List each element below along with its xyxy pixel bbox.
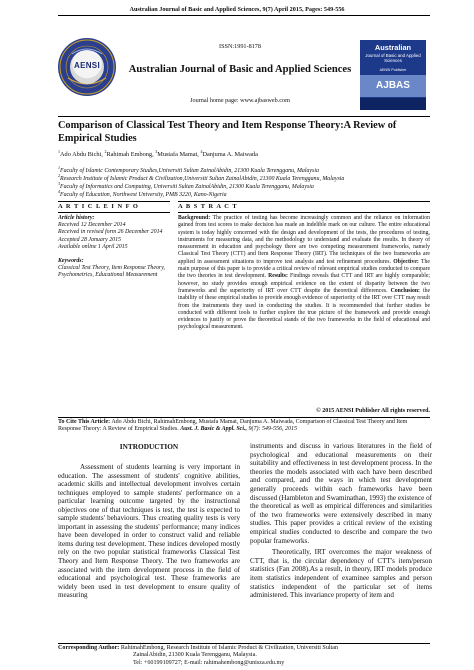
abstract-heading: A B S T R A C T bbox=[178, 203, 238, 210]
corresponding-line: ZainalAbidin, 21300 Kuala Terengganu, Malaysia. bbox=[133, 652, 257, 659]
author-name: Danjuma A. Maiwada bbox=[202, 151, 258, 159]
corresponding-label: Corresponding Author: bbox=[58, 645, 120, 651]
article-title: Comparison of Classical Test Theory and Item Response Theory:A Review of Empirical Studies bbox=[58, 120, 397, 144]
body-left-column bbox=[58, 463, 240, 600]
history-revised: Received in revised form 26 December 2014 bbox=[58, 229, 163, 236]
keywords-label: Keywords: bbox=[58, 258, 84, 265]
body-paragraph: Theoretically, IRT overcomes the major weakness of CTT, that is, the circular dependency of CTT's item/person statistics (Fan 2008).As a result, in theory, IRT models produce item statistics independent of examinee samples and person statistics independent of the particular set of items administered. This invariance property of item and bbox=[250, 548, 432, 600]
abstract-conclusion-label: Conclusion: bbox=[390, 287, 420, 294]
history-online: Available online 1 April 2015 bbox=[58, 243, 128, 250]
introduction-heading: INTRODUCTION bbox=[119, 442, 179, 451]
author-affil-mark: 4 bbox=[200, 149, 203, 154]
abstract-results: Findings reveals that CTT and IRT are highly comparable; however, no study provides enough empirical evidence on the extent of disparity between the two frameworks and the superiority of IRT over CTT despite the theoretical differences. bbox=[178, 273, 430, 294]
abstract-background-label: Background: bbox=[178, 215, 211, 221]
author-affil-mark: 3 bbox=[155, 149, 158, 154]
history-received: Received 12 December 2014 bbox=[58, 222, 126, 229]
journal-homepage[interactable]: Journal home page: www.ajbasweb.com bbox=[190, 97, 290, 104]
affil-text: Research Institute of Islamic Product & Civilization,Universiti Sultan ZainalAbidin, 21300 Kuala Terengganu, Malaysia bbox=[60, 175, 345, 182]
cover-footer-band bbox=[360, 98, 426, 110]
affil-text: Faculty of Informatics and Computing, Universiti Sultan ZainalAbidin, 21300 Kuala Terengganu, Malaysia bbox=[60, 183, 314, 190]
corresponding-author bbox=[58, 645, 430, 667]
footnote-rule bbox=[58, 643, 430, 644]
journal-title: Australian Journal of Basic and Applied Sciences bbox=[128, 64, 352, 75]
history-accepted: Accepted 28 January 2015 bbox=[58, 236, 121, 243]
abstract-results-label: Results: bbox=[268, 273, 288, 280]
citation-text: Ado Abdu Bichi, RahimahEmbong, Mustafa Mamat, Danjuma A. Maiwada, Comparison of Classical Test Theory and Item Response Theory: A Review of Empirical Studies. bbox=[58, 419, 408, 433]
abstract-rule bbox=[178, 201, 430, 202]
running-head: Australian Journal of Basic and Applied Sciences, 9(7) April 2015, Pages: 549-556 bbox=[129, 6, 345, 13]
cover-publisher: AENSI Publisher bbox=[379, 68, 407, 72]
affil-text: Faculty of Education, Northwest University, PMB 3220, Kano-Nigeria bbox=[60, 191, 227, 198]
affil-mark: 2 bbox=[58, 173, 60, 178]
corresponding-line: RahimahEmbong, Research Institute of Islamic Product & Civilization, Universiti Sultan bbox=[119, 645, 339, 651]
corresponding-contact[interactable]: Tel: +60199109727; E-mail: rahimahembong@unisza.edu.my bbox=[133, 659, 285, 666]
affil-text: Faculty of Islamic Contemporary Studies,Universiti Sultan ZainalAbidin, 21300 Kuala Terengganu, Malaysia bbox=[60, 167, 319, 174]
masthead-rule bbox=[58, 116, 430, 117]
abstract-background: The practice of testing has become increasingly common and the reliance on information gained from test scores to make decision has made an indelible mark on our culture. The entire educational system is today highly concerned with the design and development of the tests, the procedures of testing, instruments for measuring data, and the methodology to understand and evaluate the results. In theory of measurement in education and psychology there are two competing measurement frameworks, namely Classical Test Theory (CTT) and Item Response Theory (IRT). The techniques of the two frameworks are applied in assessment situations to improve test analysis and test refinement procedures. bbox=[178, 215, 430, 265]
body-right-column bbox=[250, 442, 432, 600]
article-info-heading: A R T I C L E I N F O bbox=[58, 203, 139, 210]
header-rule bbox=[58, 15, 430, 16]
info-rule bbox=[58, 201, 170, 202]
cite-rule bbox=[58, 417, 430, 418]
affil-mark: 4 bbox=[58, 189, 60, 194]
affiliation bbox=[58, 189, 438, 198]
citation bbox=[58, 419, 430, 434]
abstract-objective-label: Objective: bbox=[393, 258, 419, 265]
cover-subtitle: Journal of Basic and Applied Sciences bbox=[365, 53, 421, 63]
issn: ISSN:1991-8178 bbox=[219, 43, 261, 50]
cover-title: Australian bbox=[374, 43, 412, 52]
cover-acronym: AJBAS bbox=[376, 80, 410, 91]
author-list bbox=[58, 149, 430, 158]
body-paragraph: instruments and discuss in various literatures in the field of psychological and educational measurements on their suitability and effectiveness in test development process. In the theories the models associated with each have been described and compared, and the ways in which test development generally proceeds within each frameworks have been discussed (Hambleton and Swaminathan, 1993) the existence of the theoretical as well as empirical differences and similarities of the two frameworks were extensively described in many studies. This paper provides a critical review of the existing empirical studies conducted to describe and compare the two popular frameworks. bbox=[250, 442, 432, 545]
abstract-conclusion: the inability of these empirical studies to provide enough evidence of superiority of the IRT over CTT may result from the instruments they used in conducting the studies. It is recommended that further studies be conducted with different tools to further explore the true picture of the framework and provide enough evidences to justify or prove the theoretical stands of the two frameworks in the field of educational and psychological measurement. bbox=[178, 287, 430, 331]
body-paragraph: Assessment of students learning is very important in education. The assessment of students' cognitive abilities, academic skills and intellectual development involves certain techniques employed to sample students' performance on a particular learning outcome targeted by the instructional objectives one of that techniques is test, the test is expected to sample students' behaviours. Thus creating quality tests is very important in assessing the students' performance; many indices have been developed in order to construct valid and reliable items during test development. These indices developed mostly rely on the two popular statistical frameworks Classical Test Theory and Item Response Theory. The two frameworks are associated with the item development process in the field of educational and psychological test. These frameworks are widely been used in test development to ensure quality of measuring bbox=[58, 463, 240, 600]
citation-pages: 9(7): 549-556, 2015 bbox=[248, 426, 298, 433]
citation-label: To Cite This Article: bbox=[58, 419, 111, 425]
author-name: Rahimah Embong, bbox=[106, 151, 156, 159]
abstract-objective: The main purpose of this paper is to provide a critical review of relevant empirical studies conducted to compare the two theories in test development. bbox=[178, 258, 430, 280]
author-affil-mark: 1 bbox=[58, 149, 60, 154]
author-affil-mark: 2 bbox=[104, 149, 107, 154]
affil-mark: 1 bbox=[58, 165, 60, 170]
logo-word: AENSI bbox=[74, 61, 100, 70]
abstract-text bbox=[178, 215, 430, 332]
affil-mark: 3 bbox=[58, 181, 60, 186]
journal-cover-image bbox=[360, 40, 426, 110]
aensi-logo bbox=[58, 38, 116, 96]
author-name: Mustafa Mamat, bbox=[157, 151, 201, 159]
citation-journal: Aust. J. Basic & Appl. Sci., bbox=[180, 426, 249, 433]
info-subrule bbox=[58, 212, 170, 213]
keywords: Classical Test Theory, Item Response Theory, Psychometrics, Educational Measurement bbox=[58, 265, 165, 279]
copyright-notice: © 2015 AENSI Publisher All rights reserved. bbox=[316, 408, 430, 414]
abstract-subrule bbox=[178, 212, 430, 213]
author-name: Ado Abdu Bichi, bbox=[60, 151, 105, 159]
history-label: Article history: bbox=[58, 215, 95, 221]
article-info bbox=[58, 215, 170, 280]
